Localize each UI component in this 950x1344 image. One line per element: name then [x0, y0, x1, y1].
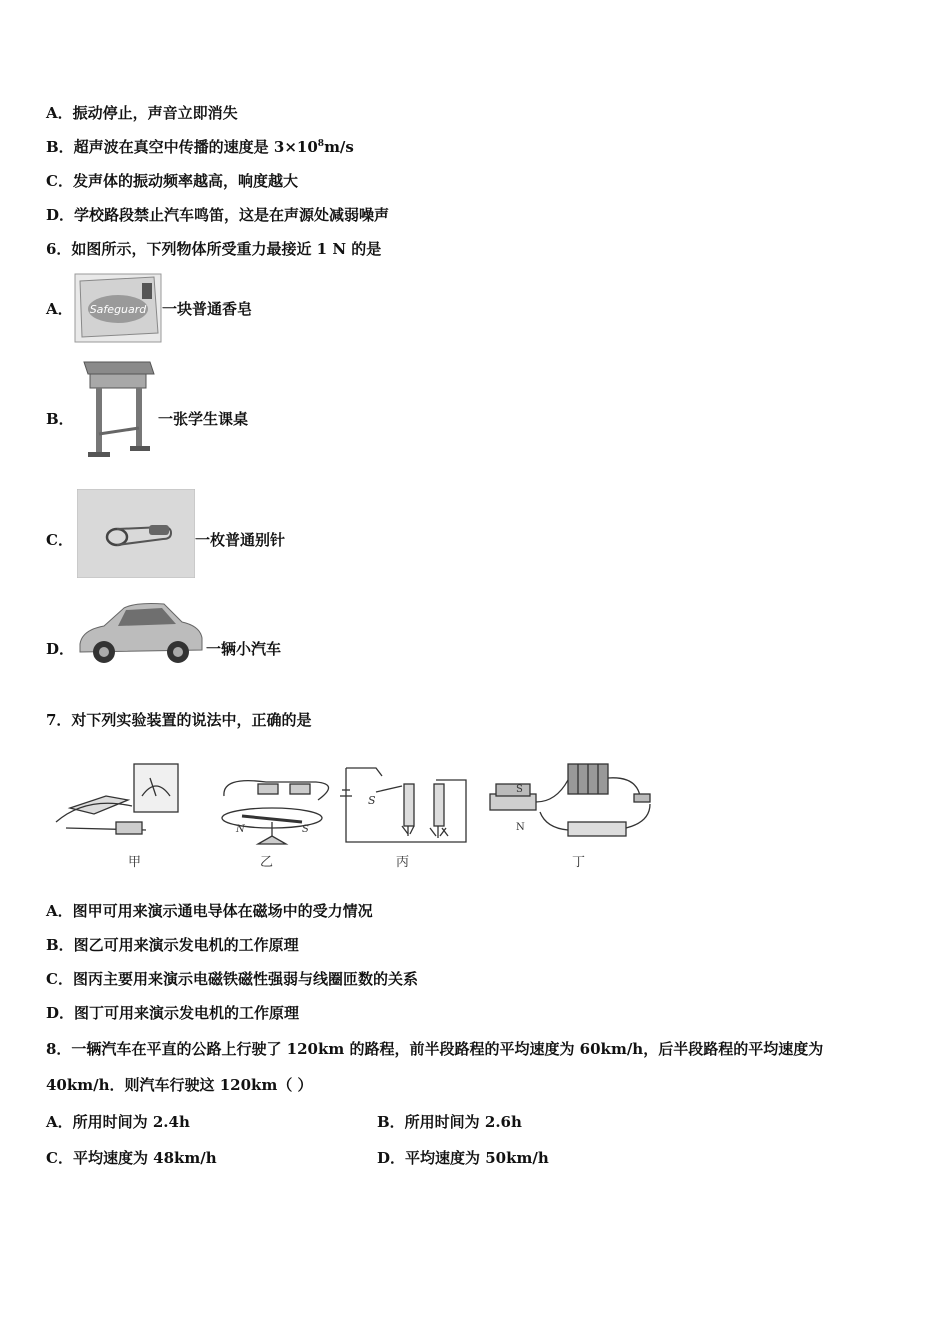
q7-option-b: B．图乙可用来演示发电机的工作原理	[46, 936, 299, 954]
figure-label-jia: 甲	[128, 855, 142, 870]
q8-option-b: B．所用时间为 2.6h	[377, 1113, 522, 1131]
q8-option-d: D．平均速度为 50km/h	[377, 1149, 549, 1167]
figure-ding	[490, 764, 650, 836]
q6-stem: 6．如图所示，下列物体所受重力最接近 1 N 的是	[46, 240, 382, 258]
q7-option-d: D．图丁可用来演示发电机的工作原理	[46, 1004, 300, 1022]
q8-option-c: C．平均速度为 48km/h	[46, 1149, 217, 1167]
q5-option-c: C．发声体的振动频率越高，响度越大	[46, 172, 298, 190]
soap-image	[74, 273, 162, 343]
safety-pin-image	[77, 489, 195, 578]
soap-brand-logo: Safeguard	[89, 303, 147, 316]
figure-jia	[56, 764, 178, 834]
q5-option-b-unit: m/s	[324, 138, 354, 156]
car-image	[74, 598, 206, 670]
figure-bing	[340, 768, 466, 842]
q6-option-a-letter: A．	[46, 300, 73, 318]
q6-option-a-text: 一块普通香皂	[162, 300, 253, 318]
q5-option-b	[46, 136, 354, 157]
q8-stem-line1: 8．一辆汽车在平直的公路上行驶了 120km 的路程，前半段路程的平均速度为 60km/h，后半段路程的平均速度为	[46, 1040, 824, 1058]
desk-image	[76, 356, 156, 462]
figure-label-bing: 丙	[396, 855, 410, 870]
q5-option-a: A．振动停止，声音立即消失	[46, 104, 238, 122]
q8-stem-line2: 40km/h．则汽车行驶这 120km（ ）	[46, 1076, 313, 1094]
figure-label-yi: 乙	[260, 855, 274, 870]
experiment-figures	[46, 756, 666, 876]
figure-yi-n-mark: N	[236, 824, 245, 835]
q6-option-b-text: 一张学生课桌	[158, 410, 249, 428]
q7-option-c: C．图丙主要用来演示电磁铁磁性强弱与线圈匝数的关系	[46, 970, 418, 988]
q6-option-c-letter: C．	[46, 531, 73, 549]
figure-ding-s-mark: S	[516, 784, 523, 795]
figure-yi-s-mark: S	[302, 824, 309, 835]
figure-yi	[222, 781, 329, 844]
figure-bing-s-mark: S	[368, 794, 376, 807]
q6-option-d-letter: D．	[46, 640, 75, 658]
q8-option-a: A．所用时间为 2.4h	[46, 1113, 190, 1131]
q7-stem: 7．对下列实验装置的说法中，正确的是	[46, 711, 312, 729]
figure-label-ding: 丁	[572, 855, 586, 870]
figure-ding-n-mark: N	[516, 822, 525, 833]
q6-option-b-letter: B．	[46, 410, 74, 428]
q6-option-d-text: 一辆小汽车	[206, 640, 282, 658]
q7-option-a: A．图甲可用来演示通电导体在磁场中的受力情况	[46, 902, 373, 920]
q6-option-c-text: 一枚普通别针	[195, 531, 286, 549]
q5-option-b-exponent: 8	[317, 139, 325, 149]
q5-option-d: D．学校路段禁止汽车鸣笛，这是在声源处减弱噪声	[46, 206, 390, 224]
q5-option-b-prefix: B．超声波在真空中传播的速度是 3×10	[46, 138, 318, 156]
